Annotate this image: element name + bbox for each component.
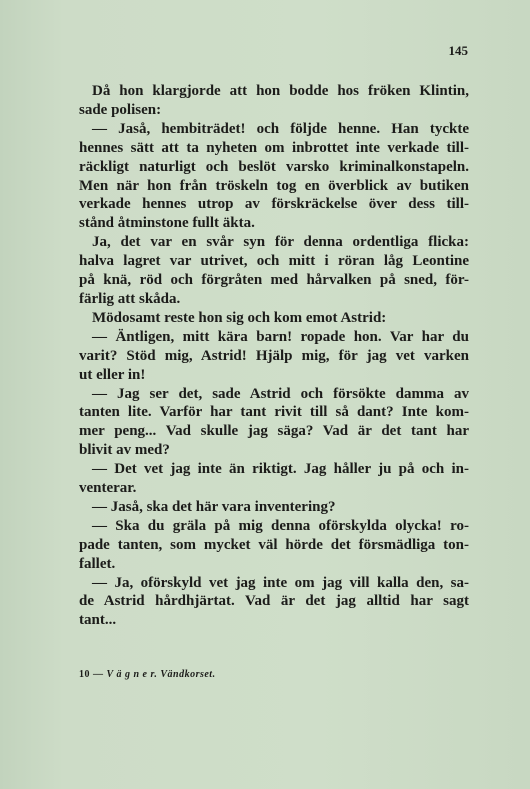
text-line: Mödosamt reste hon sig och kom emot Astrid: [92,309,387,326]
text-line: — Jag ser det, sade Astrid och försökte damma av [92,385,469,402]
printer-signature [79,669,216,680]
text-line: Men när hon från tröskeln tog en överblick av butiken [79,177,469,194]
text-line: tanten lite. Varför har tant rivit till så dant? Inte kom- [79,404,469,421]
text-line: — Det vet jag inte än riktigt. Jag håller ju på och in- [92,461,469,478]
text-line: — Ska du gräla på mig denna oförskylda olycka! ro- [92,517,469,534]
signature-dash: — [93,669,104,680]
text-line: halva lagret var utrivet, och mitt i röran låg Leontine [79,253,469,270]
signature-title: Vändkorset. [160,669,216,680]
body-text [79,82,469,630]
text-line: hennes sätt att ta nyheten om inbrottet inte verkade till- [79,139,469,156]
text-line: räckligt naturligt och beslöt varsko kriminalkonstapeln. [79,158,469,175]
page-number: 145 [448,43,468,58]
text-line: — Ja, oförskyld vet jag inte om jag vill kalla den, sa- [92,574,469,591]
text-line: fallet. [79,555,116,572]
text-line: stånd åtminstone fullt äkta. [79,215,255,232]
signature-number: 10 [79,669,90,680]
text-line: verkade hennes utrop av förskräckelse över dess till- [79,196,469,213]
text-line: sade polisen: [79,101,162,118]
text-line: de Astrid hårdhjärtat. Vad är det jag alltid har sagt [79,593,469,610]
text-line: — Jaså, ska det här vara inventering? [92,498,336,515]
text-line: tant... [79,612,117,629]
text-line: pade tanten, som mycket väl hörde det försmädliga ton- [79,536,469,553]
text-line: — Äntligen, mitt kära barn! ropade hon. Var har du [92,328,469,345]
text-line: Ja, det var en svår syn för denna ordentliga flicka: [92,234,469,251]
text-line: varit? Stöd mig, Astrid! Hjälp mig, för jag vet varken [79,347,469,364]
text-line: — Jaså, hembiträdet! och följde henne. Han tyckte [92,120,469,137]
text-line: mer peng... Vad skulle jag säga? Vad är det tant har [79,423,469,440]
signature-author: V ä g n e r. [106,669,158,680]
text-line: på knä, röd och förgråten med hårvalken på sned, för- [79,272,469,289]
text-line: Då hon klargjorde att hon bodde hos fröken Klintin, [92,83,469,99]
text-line: färlig att skåda. [79,290,181,307]
text-line: blivit av med? [79,442,170,459]
text-line: ut eller in! [79,366,146,383]
text-line: venterar. [79,480,137,497]
